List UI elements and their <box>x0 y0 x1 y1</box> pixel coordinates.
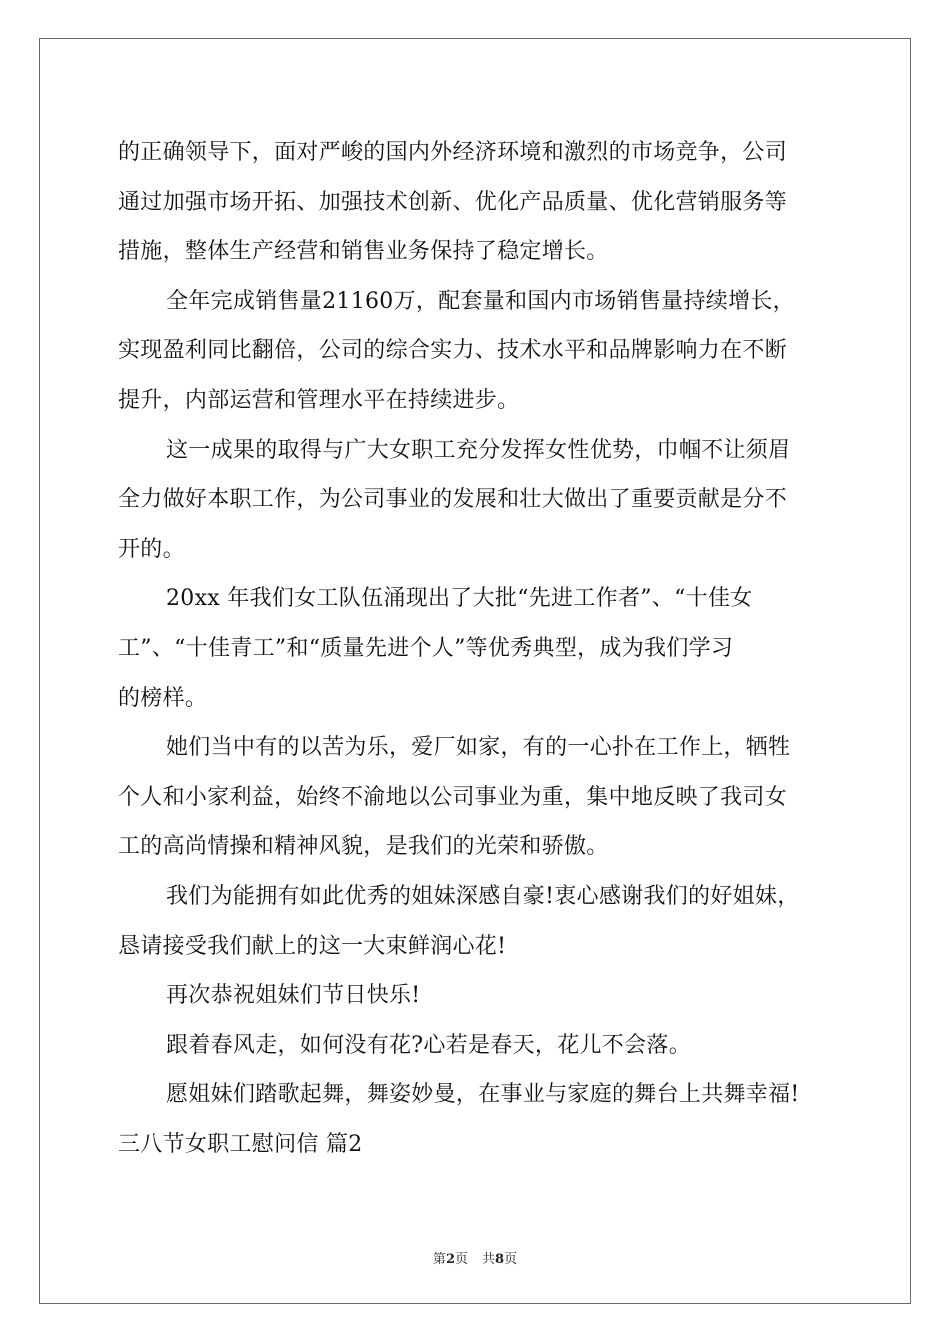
text-line: 实现盈利同比翻倍，公司的综合实力、技术水平和品牌影响力在不断 <box>118 338 788 364</box>
text-line: 全力做好本职工作，为公司事业的发展和壮大做出了重要贡献是分不 <box>118 487 788 513</box>
total-suffix: 页 <box>504 1252 518 1267</box>
text-line: 通过加强市场开拓、加强技术创新、优化产品质量、优化营销服务等 <box>118 189 788 215</box>
page-current-number: 2 <box>445 1252 455 1267</box>
section-heading: 三八节女职工慰问信 篇2 <box>118 1131 363 1157</box>
paragraph-start-line: 我们为能拥有如此优秀的姐妹深感自豪!衷心感谢我们的好姐妹， <box>166 883 800 909</box>
document-body <box>118 128 834 1169</box>
page-footer <box>0 1248 950 1267</box>
total-prefix: 共 <box>482 1252 496 1267</box>
paragraph-start-line: 20xx 年我们女工队伍涌现出了大批“先进工作者”、“十佳女 <box>166 586 753 612</box>
page-total-number: 8 <box>495 1252 505 1267</box>
text-line: 恳请接受我们献上的这一大束鲜润心花! <box>118 933 507 959</box>
text-line: 工”、“十佳青工”和“质量先进个人”等优秀典型，成为我们学习 <box>118 635 734 661</box>
paragraph-start-line: 全年完成销售量21160万，配套量和国内市场销售量持续增长， <box>166 288 795 314</box>
paragraph-start-line: 这一成果的取得与广大女职工充分发挥女性优势，巾帼不让须眉 <box>166 437 791 463</box>
paragraph-start-line: 跟着春风走，如何没有花?心若是春天，花儿不会落。 <box>166 1032 691 1058</box>
page-prefix: 第 <box>432 1252 446 1267</box>
page-suffix: 页 <box>454 1252 468 1267</box>
text-line: 提升，内部运营和管理水平在持续进步。 <box>118 387 520 413</box>
text-line: 开的。 <box>118 536 185 562</box>
text-line: 措施，整体生产经营和销售业务保持了稳定增长。 <box>118 239 609 265</box>
text-line: 个人和小家利益，始终不渝地以公司事业为重，集中地反映了我司女 <box>118 784 788 810</box>
paragraph-start-line: 愿姐妹们踏歌起舞，舞姿妙曼，在事业与家庭的舞台上共舞幸福! <box>166 1082 800 1108</box>
text-line: 的正确领导下，面对严峻的国内外经济环境和激烈的市场竞争，公司 <box>118 140 788 165</box>
paragraph-start-line: 她们当中有的以苦为乐，爱厂如家，有的一心扑在工作上，牺牲 <box>166 735 791 761</box>
text-line: 的榜样。 <box>118 685 208 711</box>
paragraph-start-line: 再次恭祝姐妹们节日快乐! <box>166 983 421 1009</box>
text-line: 工的高尚情操和精神风貌，是我们的光荣和骄傲。 <box>118 834 609 860</box>
